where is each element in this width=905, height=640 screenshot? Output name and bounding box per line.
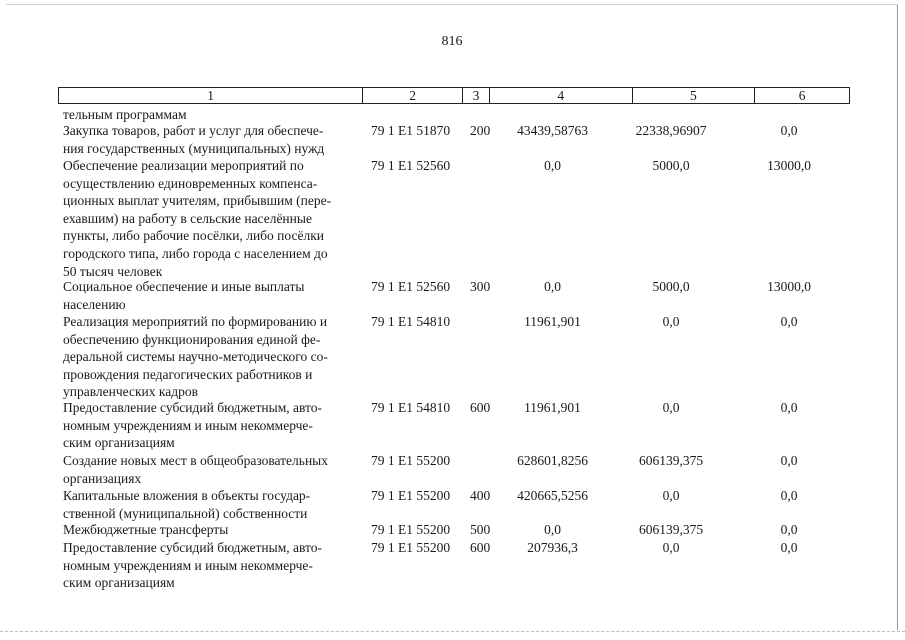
- row-code: 79 1 E1 55200: [371, 540, 451, 555]
- row-expense-type: 400: [470, 488, 491, 503]
- row-description: [63, 122, 361, 157]
- description-line: организациях: [63, 470, 142, 486]
- row-value-col4: 43439,58763: [517, 123, 588, 138]
- row-description: [63, 487, 361, 522]
- column-header-6: 6: [798, 88, 806, 103]
- row-description: [63, 521, 361, 539]
- description-line: Межбюджетные трансферты: [63, 522, 229, 537]
- row-description: [63, 539, 361, 592]
- row-value-col4: 0,0: [544, 158, 561, 173]
- table-header: [58, 87, 850, 104]
- row-value-col5: 5000,0: [652, 158, 690, 173]
- description-line: Предоставление субсидий бюджетным, авто-: [63, 540, 322, 555]
- row-value-col4: 11961,901: [524, 314, 581, 329]
- row-value-col5: 22338,96907: [635, 123, 707, 138]
- page-edge: [0, 631, 905, 632]
- row-value-col4: 0,0: [544, 522, 561, 537]
- column-header-4: 4: [490, 88, 633, 103]
- row-value-col4: 0,0: [544, 279, 561, 294]
- row-value-col6: 0,0: [780, 453, 798, 468]
- row-value-col4: 420665,5256: [517, 488, 588, 503]
- page-number: 816: [441, 34, 463, 49]
- row-code: 79 1 E1 55200: [371, 488, 451, 503]
- description-line: обеспечению функционирования единой фе-: [63, 331, 321, 347]
- row-value-col4: 11961,901: [524, 400, 581, 415]
- description-line: ским организациям: [63, 435, 175, 451]
- row-code: 79 1 E1 55200: [371, 453, 451, 468]
- row-value-col6: 0,0: [780, 540, 798, 555]
- row-value-col4: 628601,8256: [517, 453, 588, 468]
- description-line: Закупка товаров, работ и услуг для обеспече-: [63, 123, 324, 138]
- column-header-3: 3: [463, 88, 490, 103]
- description-line: Обеспечение реализации мероприятий по: [63, 158, 304, 173]
- row-value-col5: 5000,0: [652, 279, 690, 294]
- row-description: [63, 399, 361, 452]
- description-line: ния государственных (муниципальных) нужд: [63, 140, 325, 156]
- row-code: 79 1 E1 52560: [371, 279, 451, 294]
- row-value-col5: 0,0: [662, 314, 680, 329]
- row-value-col6: 0,0: [780, 488, 798, 503]
- description-line: Предоставление субсидий бюджетным, авто-: [63, 400, 322, 415]
- description-line: деральной системы научно-методического со-: [63, 349, 328, 365]
- row-value-col5: 606139,375: [638, 522, 704, 537]
- row-code: 79 1 E1 55200: [371, 522, 451, 537]
- description-line: ственной (муниципальной) собственности: [63, 505, 308, 521]
- row-description: [63, 452, 361, 487]
- row-value-col5: 0,0: [662, 400, 680, 415]
- description-line: Создание новых мест в общеобразовательных: [63, 453, 328, 468]
- description-line: провождения педагогических работников и: [63, 366, 313, 382]
- row-value-col6: 0,0: [780, 123, 798, 138]
- row-code: 79 1 E1 54810: [371, 314, 451, 329]
- row-expense-type: 600: [470, 540, 491, 555]
- description-line: пункты, либо рабочие посёлки, либо посёлки: [63, 228, 324, 244]
- row-value-col6: 0,0: [780, 314, 798, 329]
- row-expense-type: 600: [470, 400, 491, 415]
- row-value-col5: 0,0: [662, 488, 680, 503]
- continuation-text: тельным программам: [63, 107, 187, 122]
- row-value-col6: 13000,0: [767, 279, 811, 294]
- description-line: населению: [63, 296, 126, 312]
- row-expense-type: 500: [470, 522, 491, 537]
- column-header-2: 2: [363, 88, 463, 103]
- row-code: 79 1 E1 52560: [371, 158, 451, 173]
- row-description: [63, 157, 361, 280]
- description-line: ехавшим) на работу в сельские населённые: [63, 210, 312, 226]
- description-line: ционных выплат учителям, прибывшим (пере-: [63, 193, 332, 209]
- description-line: номным учреждениям и иным некоммерче-: [63, 557, 313, 573]
- row-value-col6: 0,0: [780, 522, 798, 537]
- description-line: 50 тысяч человек: [63, 263, 163, 279]
- description-line: Реализация мероприятий по формированию и: [63, 314, 328, 329]
- row-value-col4: 207936,3: [527, 540, 578, 555]
- description-line: управленческих кадров: [63, 384, 198, 400]
- description-line: городского типа, либо города с населением до: [63, 245, 328, 261]
- row-value-col5: 606139,375: [638, 453, 704, 468]
- description-line: ским организациям: [63, 575, 175, 591]
- row-value-col6: 13000,0: [767, 158, 811, 173]
- row-code: 79 1 E1 51870: [371, 123, 451, 138]
- description-line: Капитальные вложения в объекты государ-: [63, 488, 311, 503]
- row-description: [63, 313, 361, 401]
- description-line: Социальное обеспечение и иные выплаты: [63, 279, 305, 294]
- column-header-1: 1: [59, 88, 363, 103]
- row-expense-type: 200: [470, 123, 491, 138]
- row-description: [63, 278, 361, 313]
- row-code: 79 1 E1 54810: [371, 400, 451, 415]
- row-value-col5: 0,0: [662, 540, 680, 555]
- column-header-5: 5: [633, 88, 756, 103]
- row-value-col6: 0,0: [780, 400, 798, 415]
- description-line: осуществлению единовременных компенса-: [63, 175, 318, 191]
- row-expense-type: 300: [470, 279, 491, 294]
- description-line: номным учреждениям и иным некоммерче-: [63, 417, 313, 433]
